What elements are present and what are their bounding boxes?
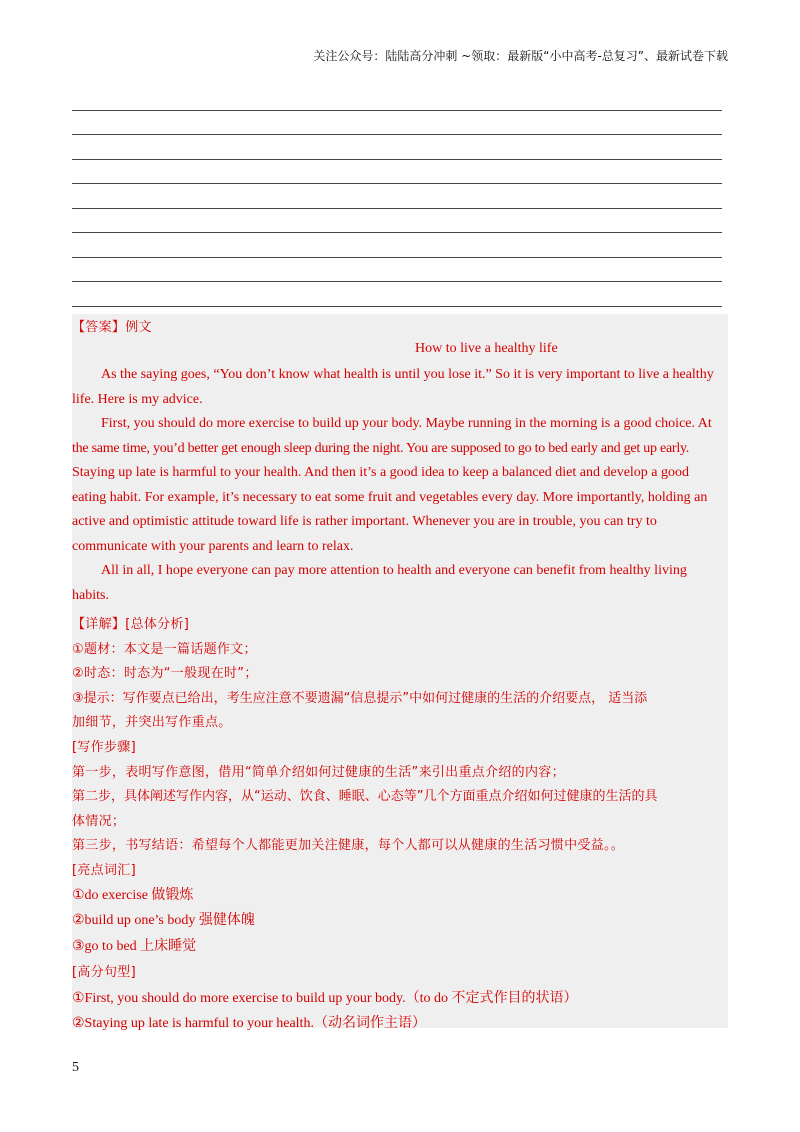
answer-label: 【答案】例文	[72, 320, 152, 335]
step-line: 体情况；	[72, 814, 126, 829]
vocab-item: ③go to bed 上床睡觉	[72, 939, 197, 954]
page-number: 5	[72, 1060, 79, 1075]
writing-line	[72, 110, 722, 111]
essay-line: eating habit. For example, it’s necessary to eat some fruit and vegetables every day. More importantly, holding an	[72, 490, 708, 505]
essay-line: All in all, I hope everyone can pay more attention to health and everyone can benefit from healthy living	[101, 563, 687, 578]
sentence-item: ①First, you should do more exercise to build up your body.（to do 不定式作目的状语）	[72, 991, 578, 1006]
essay-line: the same time, you’d better get enough sleep during the night. You are supposed to go to bed early and get up early.	[72, 441, 690, 456]
explain-item: ②时态：时态为“一般现在时”；	[72, 666, 258, 681]
writing-line	[72, 208, 722, 209]
essay-line: As the saying goes, “You don’t know what health is until you lose it.” So it is very important to live a healthy	[101, 367, 714, 382]
vocab-item: ②build up one’s body 强健体魄	[72, 913, 255, 928]
explain-heading: 【详解】[总体分析]	[72, 617, 190, 632]
step-line: 第一步，表明写作意图，借用“简单介绍如何过健康的生活”来引出重点介绍的内容；	[72, 765, 565, 780]
explain-item: ③提示：写作要点已给出，考生应注意不要遗漏“信息提示”中如何过健康的生活的介绍要点， 适当添	[72, 691, 648, 706]
sentence-heading: [高分句型]	[72, 965, 136, 980]
writing-line	[72, 281, 722, 282]
essay-line: active and optimistic attitude toward life is rather important. Whenever you are in trouble, you can try to	[72, 514, 657, 529]
page-header: 关注公众号：陆陆高分冲刺 ~领取：最新版“小中高考-总复习”、最新试卷下载	[313, 49, 728, 63]
step-line: 第二步，具体阐述写作内容，从“运动、饮食、睡眠、心态等”几个方面重点介绍如何过健康的生活的具	[72, 789, 658, 804]
essay-line: life. Here is my advice.	[72, 392, 203, 407]
writing-line	[72, 159, 722, 160]
vocab-item: ①do exercise 做锻炼	[72, 888, 194, 903]
essay-line: habits.	[72, 588, 109, 603]
sentence-item: ②Staying up late is harmful to your health.（动名词作主语）	[72, 1016, 426, 1031]
essay-title: How to live a healthy life	[415, 341, 558, 356]
explain-item: 加细节，并突出写作重点。	[72, 715, 232, 730]
writing-line	[72, 232, 722, 233]
writing-line	[72, 257, 722, 258]
essay-line: First, you should do more exercise to build up your body. Maybe running in the morning is a good choice. At	[101, 416, 712, 431]
essay-line: communicate with your parents and learn to relax.	[72, 539, 354, 554]
step-line: 第三步，书写结语：希望每个人都能更加关注健康，每个人都可以从健康的生活习惯中受益。。	[72, 838, 625, 853]
writing-line	[72, 306, 722, 307]
writing-line	[72, 134, 722, 135]
steps-heading: [写作步骤]	[72, 740, 136, 755]
explain-item: ①题材：本文是一篇话题作文；	[72, 642, 257, 657]
writing-line	[72, 183, 722, 184]
vocab-heading: [亮点词汇]	[72, 863, 136, 878]
essay-line: Staying up late is harmful to your health. And then it’s a good idea to keep a balanced diet and develop a good	[72, 465, 690, 480]
